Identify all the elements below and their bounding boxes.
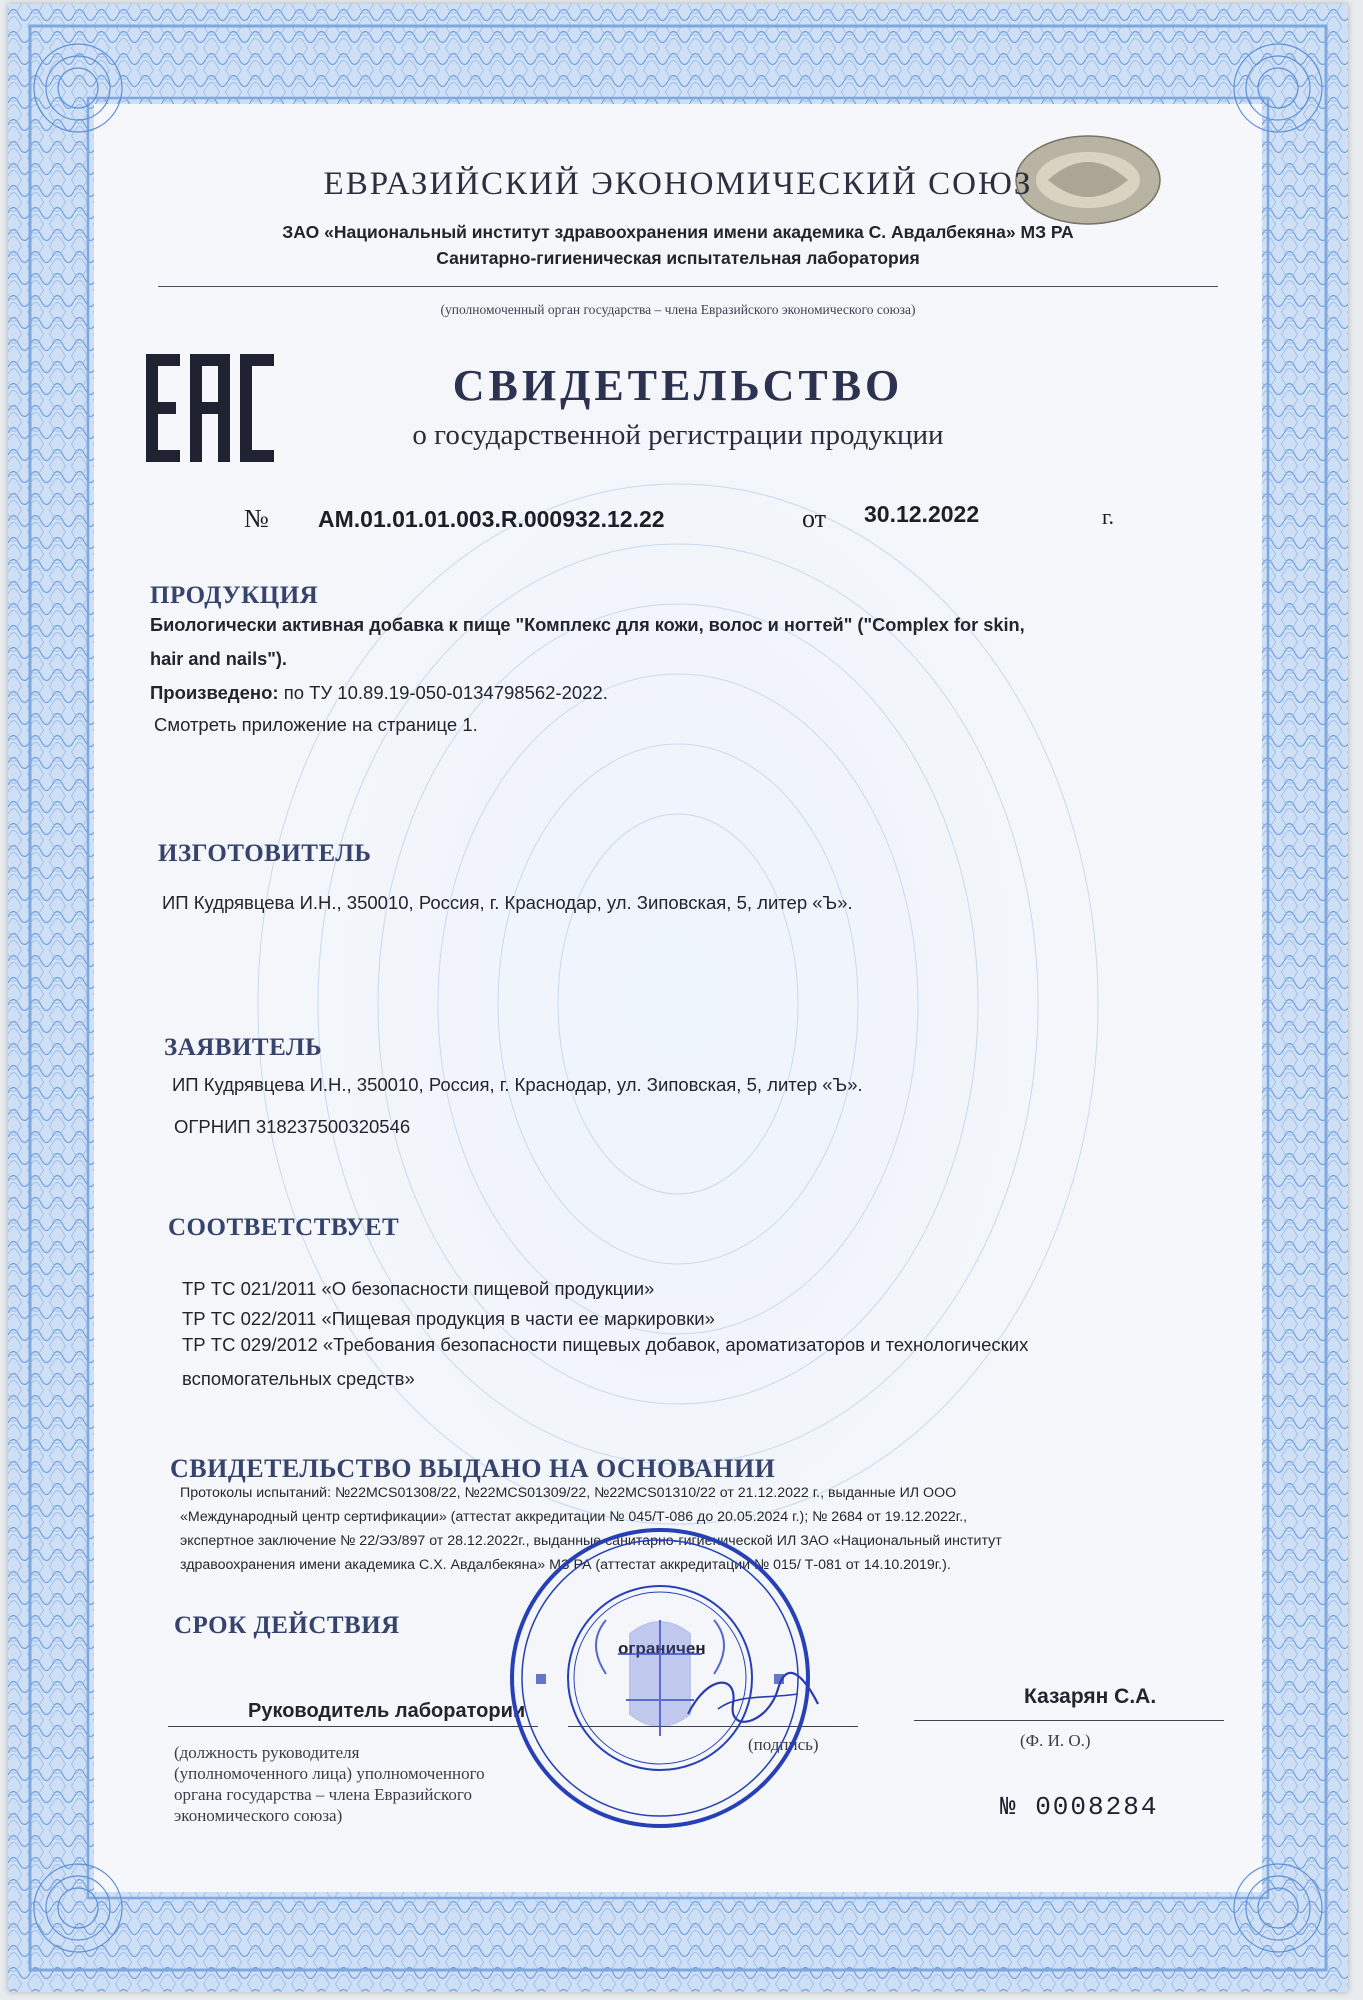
product-line-2: hair and nails"). — [150, 649, 287, 669]
basis-line-4: здравоохранения имени академика С.Х. Авдалбекяна» МЗ РА (аттестат аккредитации № 015/ Т-081 от 14.10.2019г.). — [180, 1557, 951, 1573]
union-title: ЕВРАЗИЙСКИЙ ЭКОНОМИЧЕСКИЙ СОЮЗ — [323, 166, 1033, 202]
caption-left-3: органа государства – члена Евразийского — [174, 1785, 472, 1804]
caption-name: (Ф. И. О.) — [1020, 1731, 1091, 1750]
basis-line-1: Протоколы испытаний: №22MCS01308/22, №22MCS01309/22, №22MCS01310/22 от 21.12.2022 г., выданные ИЛ ООО — [180, 1485, 957, 1501]
position-line — [168, 1726, 538, 1727]
basis-heading: СВИДЕТЕЛЬСТВО ВЫДАНО НА ОСНОВАНИИ — [170, 1454, 776, 1483]
conforms-heading: СООТВЕТСТВУЕТ — [168, 1214, 400, 1241]
validity-value: ограничен — [618, 1639, 706, 1658]
name-line — [914, 1720, 1224, 1721]
caption-left-2: (уполномоченного лица) уполномоченного — [174, 1764, 485, 1783]
produced-value: по ТУ 10.89.19-050-0134798562-2022. — [278, 682, 608, 703]
product-heading: ПРОДУКЦИЯ — [150, 582, 319, 609]
manufacturer-text: ИП Кудрявцева И.Н., 350010, Россия, г. Краснодар, ул. Зиповская, 5, литер «Ъ». — [162, 892, 853, 913]
form-number: № 0008284 — [1000, 1792, 1159, 1822]
conforms-line-4: вспомогательных средств» — [182, 1368, 415, 1389]
registration-date: 30.12.2022 — [864, 501, 980, 527]
applicant-heading: ЗАЯВИТЕЛЬ — [164, 1034, 323, 1061]
conforms-line-3: ТР ТС 029/2012 «Требования безопасности пищевых добавок, ароматизаторов и технологических — [182, 1334, 1029, 1355]
produced-label: Произведено: — [150, 682, 279, 703]
basis-line-3: экспертное заключение № 22/ЭЗ/897 от 28.12.2022г., выданные санитарно-гигиенической ИЛ ЗАО «Национальный институт — [180, 1533, 1002, 1549]
validity-heading: СРОК ДЕЙСТВИЯ — [174, 1612, 400, 1639]
applicant-text: ИП Кудрявцева И.Н., 350010, Россия, г. Краснодар, ул. Зиповская, 5, литер «Ъ». — [172, 1074, 863, 1095]
caption-signature: (подпись) — [748, 1735, 819, 1754]
applicant-ogrnip: ОГРНИП 318237500320546 — [174, 1116, 411, 1137]
number-label: № — [244, 504, 269, 533]
authority-caption: (уполномоченный орган государства – члена Евразийского экономического союза) — [440, 302, 916, 317]
caption-left-1: (должность руководителя — [174, 1743, 360, 1762]
institute-name: ЗАО «Национальный институт здравоохранения имени академика С. Авдалбекяна» МЗ РА — [282, 222, 1074, 242]
document-title: СВИДЕТЕЛЬСТВО — [452, 361, 904, 410]
produced-line — [150, 678, 608, 708]
laboratory-name: Санитарно-гигиеническая испытательная лаборатория — [436, 248, 920, 268]
basis-line-2: «Международный центр сертификации» (аттестат аккредитации № 045/Т-086 до 20.05.2024 г.); № 2684 от 19.12.2022г., — [180, 1509, 968, 1525]
from-label: от — [802, 504, 827, 533]
conforms-line-2: ТР ТС 022/2011 «Пищевая продукция в части ее маркировки» — [182, 1308, 715, 1329]
conforms-line-1: ТР ТС 021/2011 «О безопасности пищевой продукции» — [182, 1278, 655, 1299]
document-subtitle: о государственной регистрации продукции — [412, 419, 944, 451]
product-line-1: Биологически активная добавка к пище "Комплекс для кожи, волос и ногтей" ("Complex for skin, — [150, 615, 1025, 635]
caption-left-4: экономического союза) — [174, 1806, 343, 1825]
signatory-name: Казарян С.А. — [1024, 1685, 1157, 1708]
header-divider — [158, 286, 1218, 287]
year-suffix: г. — [1102, 504, 1115, 529]
signatory-position: Руководитель лаборатории — [248, 1700, 526, 1722]
official-stamp — [506, 1524, 814, 1832]
registration-number: AM.01.01.01.003.R.000932.12.22 — [318, 506, 665, 532]
manufacturer-heading: ИЗГОТОВИТЕЛЬ — [158, 840, 372, 867]
see-appendix: Смотреть приложение на странице 1. — [154, 714, 478, 735]
certificate-sheet — [8, 4, 1348, 1992]
